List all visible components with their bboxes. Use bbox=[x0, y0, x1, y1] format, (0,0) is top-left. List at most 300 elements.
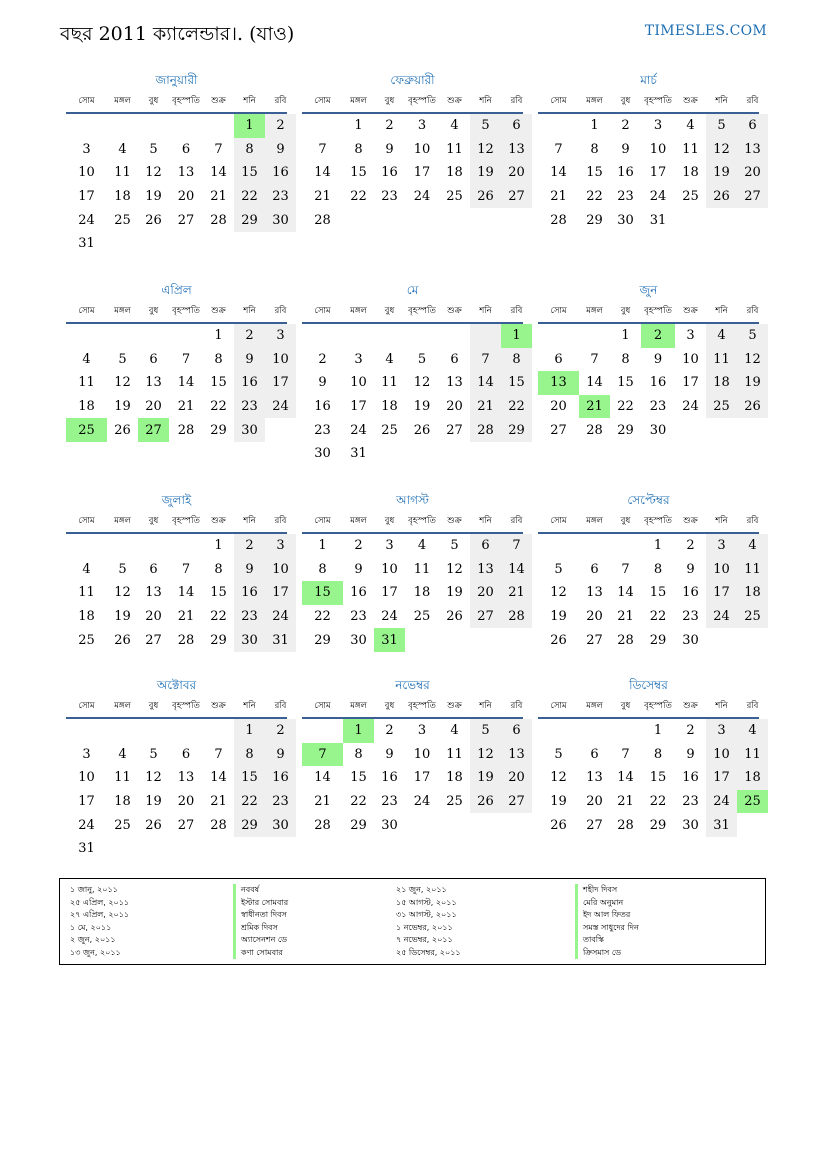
day-cell[interactable]: 27 bbox=[586, 632, 603, 648]
day-cell[interactable]: 24 bbox=[78, 817, 95, 833]
day-cell[interactable]: 9 bbox=[686, 746, 695, 762]
day-cell[interactable]: 14 bbox=[177, 375, 195, 391]
day-cell[interactable]: 27 bbox=[177, 212, 195, 228]
day-cell[interactable]: 1 bbox=[343, 719, 374, 743]
day-cell[interactable]: 9 bbox=[621, 141, 630, 157]
day-cell[interactable]: 13 bbox=[177, 770, 195, 786]
day-cell[interactable]: 25 bbox=[413, 609, 431, 625]
day-cell[interactable]: 5 bbox=[554, 561, 563, 577]
day-cell[interactable]: 3 bbox=[706, 719, 737, 743]
day-cell[interactable]: 7 bbox=[181, 561, 191, 577]
day-cell[interactable]: 10 bbox=[78, 770, 95, 786]
day-cell[interactable]: 10 bbox=[78, 165, 95, 181]
day-cell[interactable]: 8 bbox=[621, 351, 630, 367]
day-cell[interactable]: 14 bbox=[501, 558, 532, 582]
day-cell[interactable]: 24 bbox=[265, 605, 296, 629]
day-cell[interactable]: 29 bbox=[586, 212, 603, 228]
day-cell[interactable]: 9 bbox=[318, 375, 327, 391]
day-cell[interactable]: 21 bbox=[617, 794, 634, 810]
day-cell[interactable]: 23 bbox=[234, 605, 265, 629]
day-cell[interactable]: 24 bbox=[413, 794, 431, 810]
day-cell[interactable]: 13 bbox=[501, 743, 532, 767]
day-cell[interactable]: 18 bbox=[446, 770, 463, 786]
day-cell[interactable]: 17 bbox=[649, 165, 667, 181]
day-cell[interactable]: 29 bbox=[234, 813, 265, 837]
day-cell[interactable]: 10 bbox=[381, 561, 398, 577]
day-cell[interactable]: 17 bbox=[381, 585, 398, 601]
day-cell[interactable]: 22 bbox=[210, 609, 227, 625]
day-cell[interactable]: 19 bbox=[706, 161, 737, 185]
day-cell[interactable]: 5 bbox=[470, 719, 501, 743]
day-cell[interactable]: 21 bbox=[177, 609, 195, 625]
day-cell[interactable]: 28 bbox=[314, 817, 331, 833]
day-cell[interactable]: 10 bbox=[706, 743, 737, 767]
day-cell[interactable]: 28 bbox=[501, 605, 532, 629]
day-cell[interactable]: 12 bbox=[145, 165, 162, 181]
day-cell[interactable]: 30 bbox=[234, 418, 265, 442]
day-cell[interactable]: 11 bbox=[737, 743, 768, 767]
day-cell[interactable]: 21 bbox=[501, 581, 532, 605]
day-cell[interactable]: 28 bbox=[586, 422, 603, 438]
day-cell[interactable]: 21 bbox=[579, 395, 610, 419]
day-cell[interactable]: 30 bbox=[682, 817, 699, 833]
day-cell[interactable]: 25 bbox=[446, 189, 463, 205]
day-cell[interactable]: 6 bbox=[590, 561, 599, 577]
day-cell[interactable]: 31 bbox=[78, 236, 95, 252]
day-cell[interactable]: 22 bbox=[350, 794, 367, 810]
day-cell[interactable]: 6 bbox=[590, 746, 599, 762]
day-cell[interactable]: 1 bbox=[653, 538, 663, 554]
day-cell[interactable]: 17 bbox=[350, 399, 367, 415]
day-cell[interactable]: 22 bbox=[350, 189, 367, 205]
day-cell[interactable]: 10 bbox=[265, 558, 296, 582]
day-cell[interactable]: 24 bbox=[381, 609, 398, 625]
day-cell[interactable]: 1 bbox=[318, 538, 327, 554]
day-cell[interactable]: 23 bbox=[381, 189, 398, 205]
day-cell[interactable]: 23 bbox=[234, 395, 265, 419]
day-cell[interactable]: 25 bbox=[682, 189, 699, 205]
day-cell[interactable]: 17 bbox=[78, 794, 95, 810]
day-cell[interactable]: 28 bbox=[470, 418, 501, 442]
day-cell[interactable]: 7 bbox=[318, 141, 327, 157]
day-cell[interactable]: 21 bbox=[470, 395, 501, 419]
day-cell[interactable]: 12 bbox=[114, 375, 131, 391]
day-cell[interactable]: 12 bbox=[737, 348, 768, 372]
day-cell[interactable]: 9 bbox=[234, 348, 265, 372]
day-cell[interactable]: 3 bbox=[653, 118, 663, 134]
day-cell[interactable]: 1 bbox=[653, 723, 663, 739]
day-cell[interactable]: 17 bbox=[265, 581, 296, 605]
day-cell[interactable]: 6 bbox=[181, 746, 191, 762]
day-cell[interactable]: 20 bbox=[177, 189, 195, 205]
day-cell[interactable]: 15 bbox=[302, 581, 343, 605]
day-cell[interactable]: 11 bbox=[114, 770, 131, 786]
day-cell[interactable]: 18 bbox=[737, 581, 768, 605]
day-cell[interactable]: 1 bbox=[501, 324, 532, 348]
day-cell[interactable]: 20 bbox=[145, 609, 162, 625]
day-cell[interactable]: 5 bbox=[706, 114, 737, 138]
day-cell[interactable]: 24 bbox=[649, 189, 667, 205]
day-cell[interactable]: 4 bbox=[118, 141, 127, 157]
day-cell[interactable]: 3 bbox=[82, 746, 91, 762]
day-cell[interactable]: 26 bbox=[446, 609, 463, 625]
day-cell[interactable]: 24 bbox=[682, 399, 699, 415]
day-cell[interactable]: 8 bbox=[501, 348, 532, 372]
day-cell[interactable]: 25 bbox=[114, 817, 131, 833]
day-cell[interactable]: 30 bbox=[265, 813, 296, 837]
day-cell[interactable]: 14 bbox=[550, 165, 567, 181]
day-cell[interactable]: 12 bbox=[550, 585, 567, 601]
day-cell[interactable]: 4 bbox=[737, 719, 768, 743]
day-cell[interactable]: 30 bbox=[234, 628, 265, 652]
day-cell[interactable]: 5 bbox=[417, 351, 427, 367]
day-cell[interactable]: 8 bbox=[234, 138, 265, 162]
day-cell[interactable]: 21 bbox=[210, 794, 227, 810]
day-cell[interactable]: 21 bbox=[314, 794, 331, 810]
day-cell[interactable]: 19 bbox=[550, 794, 567, 810]
day-cell[interactable]: 10 bbox=[350, 375, 367, 391]
day-cell[interactable]: 29 bbox=[617, 422, 634, 438]
day-cell[interactable]: 14 bbox=[314, 165, 331, 181]
day-cell[interactable]: 20 bbox=[550, 399, 567, 415]
day-cell[interactable]: 5 bbox=[118, 351, 127, 367]
day-cell[interactable]: 10 bbox=[413, 141, 431, 157]
day-cell[interactable]: 9 bbox=[686, 561, 695, 577]
day-cell[interactable]: 22 bbox=[617, 399, 634, 415]
day-cell[interactable]: 24 bbox=[413, 189, 431, 205]
day-cell[interactable]: 7 bbox=[470, 348, 501, 372]
day-cell[interactable]: 14 bbox=[314, 770, 331, 786]
day-cell[interactable]: 19 bbox=[470, 766, 501, 790]
day-cell[interactable]: 26 bbox=[413, 422, 431, 438]
day-cell[interactable]: 18 bbox=[706, 371, 737, 395]
day-cell[interactable]: 14 bbox=[210, 165, 227, 181]
day-cell[interactable]: 19 bbox=[114, 399, 131, 415]
day-cell[interactable]: 11 bbox=[682, 141, 699, 157]
day-cell[interactable]: 24 bbox=[265, 395, 296, 419]
day-cell[interactable]: 5 bbox=[554, 746, 563, 762]
day-cell[interactable]: 16 bbox=[649, 375, 667, 391]
day-cell[interactable]: 4 bbox=[450, 118, 459, 134]
day-cell[interactable]: 16 bbox=[234, 581, 265, 605]
day-cell[interactable]: 22 bbox=[649, 794, 667, 810]
day-cell[interactable]: 12 bbox=[413, 375, 431, 391]
day-cell[interactable]: 20 bbox=[501, 766, 532, 790]
day-cell[interactable]: 18 bbox=[78, 399, 95, 415]
day-cell[interactable]: 3 bbox=[265, 534, 296, 558]
day-cell[interactable]: 9 bbox=[354, 561, 363, 577]
day-cell[interactable]: 7 bbox=[554, 141, 563, 157]
day-cell[interactable]: 26 bbox=[550, 817, 567, 833]
day-cell[interactable]: 9 bbox=[234, 558, 265, 582]
day-cell[interactable]: 1 bbox=[354, 118, 363, 134]
day-cell[interactable]: 22 bbox=[586, 189, 603, 205]
day-cell[interactable]: 8 bbox=[354, 746, 363, 762]
day-cell[interactable]: 23 bbox=[265, 790, 296, 814]
day-cell[interactable]: 16 bbox=[617, 165, 634, 181]
day-cell[interactable]: 19 bbox=[145, 189, 162, 205]
day-cell[interactable]: 17 bbox=[682, 375, 699, 391]
day-cell[interactable]: 13 bbox=[586, 770, 603, 786]
day-cell[interactable]: 3 bbox=[417, 118, 427, 134]
day-cell[interactable]: 20 bbox=[586, 794, 603, 810]
day-cell[interactable]: 31 bbox=[265, 628, 296, 652]
day-cell[interactable]: 4 bbox=[82, 351, 91, 367]
day-cell[interactable]: 30 bbox=[649, 422, 667, 438]
day-cell[interactable]: 15 bbox=[649, 770, 667, 786]
day-cell[interactable]: 23 bbox=[682, 609, 699, 625]
day-cell[interactable]: 27 bbox=[550, 422, 567, 438]
day-cell[interactable]: 6 bbox=[149, 351, 158, 367]
day-cell[interactable]: 5 bbox=[149, 141, 158, 157]
day-cell[interactable]: 25 bbox=[114, 212, 131, 228]
day-cell[interactable]: 26 bbox=[737, 395, 768, 419]
day-cell[interactable]: 8 bbox=[590, 141, 599, 157]
day-cell[interactable]: 1 bbox=[214, 328, 223, 344]
day-cell[interactable]: 17 bbox=[78, 189, 95, 205]
day-cell[interactable]: 23 bbox=[350, 609, 367, 625]
day-cell[interactable]: 6 bbox=[737, 114, 768, 138]
day-cell[interactable]: 7 bbox=[621, 561, 630, 577]
day-cell[interactable]: 26 bbox=[706, 185, 737, 209]
day-cell[interactable]: 21 bbox=[177, 399, 195, 415]
day-cell[interactable]: 26 bbox=[145, 817, 162, 833]
day-cell[interactable]: 5 bbox=[450, 538, 459, 554]
day-cell[interactable]: 23 bbox=[649, 399, 667, 415]
day-cell[interactable]: 16 bbox=[265, 766, 296, 790]
day-cell[interactable]: 26 bbox=[470, 790, 501, 814]
site-name[interactable]: TIMESLES.COM bbox=[644, 23, 767, 39]
day-cell[interactable]: 13 bbox=[446, 375, 463, 391]
day-cell[interactable]: 16 bbox=[234, 371, 265, 395]
day-cell[interactable]: 9 bbox=[385, 746, 394, 762]
day-cell[interactable]: 2 bbox=[385, 723, 394, 739]
day-cell[interactable]: 12 bbox=[550, 770, 567, 786]
day-cell[interactable]: 6 bbox=[470, 534, 501, 558]
day-cell[interactable]: 10 bbox=[682, 351, 699, 367]
day-cell[interactable]: 3 bbox=[417, 723, 427, 739]
day-cell[interactable]: 14 bbox=[177, 585, 195, 601]
day-cell[interactable]: 15 bbox=[210, 585, 227, 601]
day-cell[interactable]: 4 bbox=[706, 324, 737, 348]
day-cell[interactable]: 16 bbox=[682, 770, 699, 786]
day-cell[interactable]: 16 bbox=[381, 770, 398, 786]
day-cell[interactable]: 5 bbox=[470, 114, 501, 138]
day-cell[interactable]: 11 bbox=[413, 561, 431, 577]
day-cell[interactable]: 13 bbox=[586, 585, 603, 601]
day-cell[interactable]: 3 bbox=[354, 351, 363, 367]
day-cell[interactable]: 29 bbox=[649, 632, 667, 648]
day-cell[interactable]: 12 bbox=[446, 561, 463, 577]
day-cell[interactable]: 6 bbox=[501, 719, 532, 743]
day-cell[interactable]: 6 bbox=[181, 141, 191, 157]
day-cell[interactable]: 2 bbox=[686, 723, 695, 739]
day-cell[interactable]: 15 bbox=[501, 371, 532, 395]
day-cell[interactable]: 29 bbox=[210, 632, 227, 648]
day-cell[interactable]: 25 bbox=[66, 418, 107, 442]
day-cell[interactable]: 31 bbox=[649, 212, 667, 228]
day-cell[interactable]: 1 bbox=[234, 114, 265, 138]
day-cell[interactable]: 18 bbox=[413, 585, 431, 601]
day-cell[interactable]: 12 bbox=[470, 743, 501, 767]
day-cell[interactable]: 21 bbox=[550, 189, 567, 205]
day-cell[interactable]: 24 bbox=[706, 605, 737, 629]
day-cell[interactable]: 30 bbox=[381, 817, 398, 833]
day-cell[interactable]: 2 bbox=[318, 351, 327, 367]
day-cell[interactable]: 11 bbox=[114, 165, 131, 181]
day-cell[interactable]: 18 bbox=[78, 609, 95, 625]
day-cell[interactable]: 27 bbox=[586, 817, 603, 833]
day-cell[interactable]: 27 bbox=[446, 422, 463, 438]
day-cell[interactable]: 6 bbox=[554, 351, 563, 367]
day-cell[interactable]: 27 bbox=[145, 632, 162, 648]
day-cell[interactable]: 26 bbox=[550, 632, 567, 648]
day-cell[interactable]: 12 bbox=[114, 585, 131, 601]
day-cell[interactable]: 11 bbox=[78, 585, 95, 601]
day-cell[interactable]: 22 bbox=[234, 185, 265, 209]
day-cell[interactable]: 16 bbox=[350, 585, 367, 601]
day-cell[interactable]: 2 bbox=[385, 118, 394, 134]
day-cell[interactable]: 7 bbox=[181, 351, 191, 367]
day-cell[interactable]: 3 bbox=[82, 141, 91, 157]
day-cell[interactable]: 19 bbox=[737, 371, 768, 395]
day-cell[interactable]: 2 bbox=[265, 114, 296, 138]
day-cell[interactable]: 26 bbox=[470, 185, 501, 209]
day-cell[interactable]: 14 bbox=[586, 375, 603, 391]
day-cell[interactable]: 23 bbox=[617, 189, 634, 205]
day-cell[interactable]: 23 bbox=[265, 185, 296, 209]
day-cell[interactable]: 28 bbox=[617, 632, 634, 648]
day-cell[interactable]: 1 bbox=[214, 538, 223, 554]
day-cell[interactable]: 1 bbox=[234, 719, 265, 743]
day-cell[interactable]: 13 bbox=[145, 375, 162, 391]
day-cell[interactable]: 6 bbox=[450, 351, 459, 367]
day-cell[interactable]: 9 bbox=[265, 138, 296, 162]
day-cell[interactable]: 29 bbox=[234, 208, 265, 232]
day-cell[interactable]: 11 bbox=[737, 558, 768, 582]
day-cell[interactable]: 16 bbox=[314, 399, 331, 415]
day-cell[interactable]: 26 bbox=[145, 212, 162, 228]
day-cell[interactable]: 15 bbox=[234, 161, 265, 185]
day-cell[interactable]: 4 bbox=[118, 746, 127, 762]
day-cell[interactable]: 20 bbox=[737, 161, 768, 185]
day-cell[interactable]: 8 bbox=[354, 141, 363, 157]
day-cell[interactable]: 27 bbox=[737, 185, 768, 209]
day-cell[interactable]: 22 bbox=[501, 395, 532, 419]
day-cell[interactable]: 30 bbox=[265, 208, 296, 232]
day-cell[interactable]: 28 bbox=[617, 817, 634, 833]
day-cell[interactable]: 11 bbox=[381, 375, 398, 391]
day-cell[interactable]: 26 bbox=[114, 422, 131, 438]
day-cell[interactable]: 31 bbox=[374, 628, 405, 652]
day-cell[interactable]: 20 bbox=[446, 399, 463, 415]
day-cell[interactable]: 8 bbox=[653, 561, 663, 577]
day-cell[interactable]: 28 bbox=[210, 212, 227, 228]
day-cell[interactable]: 27 bbox=[138, 418, 169, 442]
day-cell[interactable]: 2 bbox=[234, 534, 265, 558]
day-cell[interactable]: 22 bbox=[314, 609, 331, 625]
day-cell[interactable]: 15 bbox=[617, 375, 634, 391]
day-cell[interactable]: 28 bbox=[550, 212, 567, 228]
day-cell[interactable]: 2 bbox=[234, 324, 265, 348]
day-cell[interactable]: 2 bbox=[354, 538, 363, 554]
day-cell[interactable]: 15 bbox=[350, 770, 367, 786]
day-cell[interactable]: 21 bbox=[617, 609, 634, 625]
day-cell[interactable]: 29 bbox=[649, 817, 667, 833]
day-cell[interactable]: 17 bbox=[265, 371, 296, 395]
day-cell[interactable]: 3 bbox=[265, 324, 296, 348]
day-cell[interactable]: 29 bbox=[350, 817, 367, 833]
day-cell[interactable]: 7 bbox=[302, 743, 343, 767]
day-cell[interactable]: 9 bbox=[653, 351, 663, 367]
day-cell[interactable]: 26 bbox=[114, 632, 131, 648]
day-cell[interactable]: 19 bbox=[413, 399, 431, 415]
day-cell[interactable]: 18 bbox=[114, 794, 131, 810]
day-cell[interactable]: 24 bbox=[350, 422, 367, 438]
day-cell[interactable]: 2 bbox=[686, 538, 695, 554]
day-cell[interactable]: 13 bbox=[501, 138, 532, 162]
day-cell[interactable]: 4 bbox=[450, 723, 459, 739]
day-cell[interactable]: 13 bbox=[538, 371, 579, 395]
day-cell[interactable]: 16 bbox=[381, 165, 398, 181]
day-cell[interactable]: 21 bbox=[314, 189, 331, 205]
day-cell[interactable]: 30 bbox=[617, 212, 634, 228]
day-cell[interactable]: 8 bbox=[234, 743, 265, 767]
day-cell[interactable]: 18 bbox=[446, 165, 463, 181]
day-cell[interactable]: 22 bbox=[234, 790, 265, 814]
day-cell[interactable]: 31 bbox=[350, 446, 367, 462]
day-cell[interactable]: 10 bbox=[649, 141, 667, 157]
day-cell[interactable]: 25 bbox=[706, 395, 737, 419]
day-cell[interactable]: 19 bbox=[114, 609, 131, 625]
day-cell[interactable]: 13 bbox=[177, 165, 195, 181]
day-cell[interactable]: 8 bbox=[653, 746, 663, 762]
day-cell[interactable]: 28 bbox=[177, 422, 195, 438]
day-cell[interactable]: 27 bbox=[470, 605, 501, 629]
day-cell[interactable]: 18 bbox=[114, 189, 131, 205]
day-cell[interactable]: 10 bbox=[265, 348, 296, 372]
day-cell[interactable]: 11 bbox=[706, 348, 737, 372]
day-cell[interactable]: 7 bbox=[214, 141, 223, 157]
day-cell[interactable]: 21 bbox=[210, 189, 227, 205]
day-cell[interactable]: 6 bbox=[501, 114, 532, 138]
day-cell[interactable]: 14 bbox=[617, 585, 634, 601]
day-cell[interactable]: 14 bbox=[470, 371, 501, 395]
day-cell[interactable]: 23 bbox=[314, 422, 331, 438]
day-cell[interactable]: 27 bbox=[501, 185, 532, 209]
day-cell[interactable]: 4 bbox=[385, 351, 394, 367]
day-cell[interactable]: 4 bbox=[686, 118, 695, 134]
day-cell[interactable]: 18 bbox=[381, 399, 398, 415]
day-cell[interactable]: 30 bbox=[682, 632, 699, 648]
day-cell[interactable]: 9 bbox=[265, 743, 296, 767]
day-cell[interactable]: 17 bbox=[413, 165, 431, 181]
day-cell[interactable]: 10 bbox=[413, 746, 431, 762]
day-cell[interactable]: 28 bbox=[314, 212, 331, 228]
day-cell[interactable]: 3 bbox=[686, 328, 695, 344]
day-cell[interactable]: 25 bbox=[737, 790, 768, 814]
day-cell[interactable]: 5 bbox=[737, 324, 768, 348]
day-cell[interactable]: 4 bbox=[82, 561, 91, 577]
day-cell[interactable]: 20 bbox=[177, 794, 195, 810]
day-cell[interactable]: 19 bbox=[470, 161, 501, 185]
day-cell[interactable]: 10 bbox=[706, 558, 737, 582]
day-cell[interactable]: 24 bbox=[706, 790, 737, 814]
day-cell[interactable]: 18 bbox=[737, 766, 768, 790]
day-cell[interactable]: 30 bbox=[350, 632, 367, 648]
day-cell[interactable]: 19 bbox=[550, 609, 567, 625]
day-cell[interactable]: 11 bbox=[446, 746, 463, 762]
